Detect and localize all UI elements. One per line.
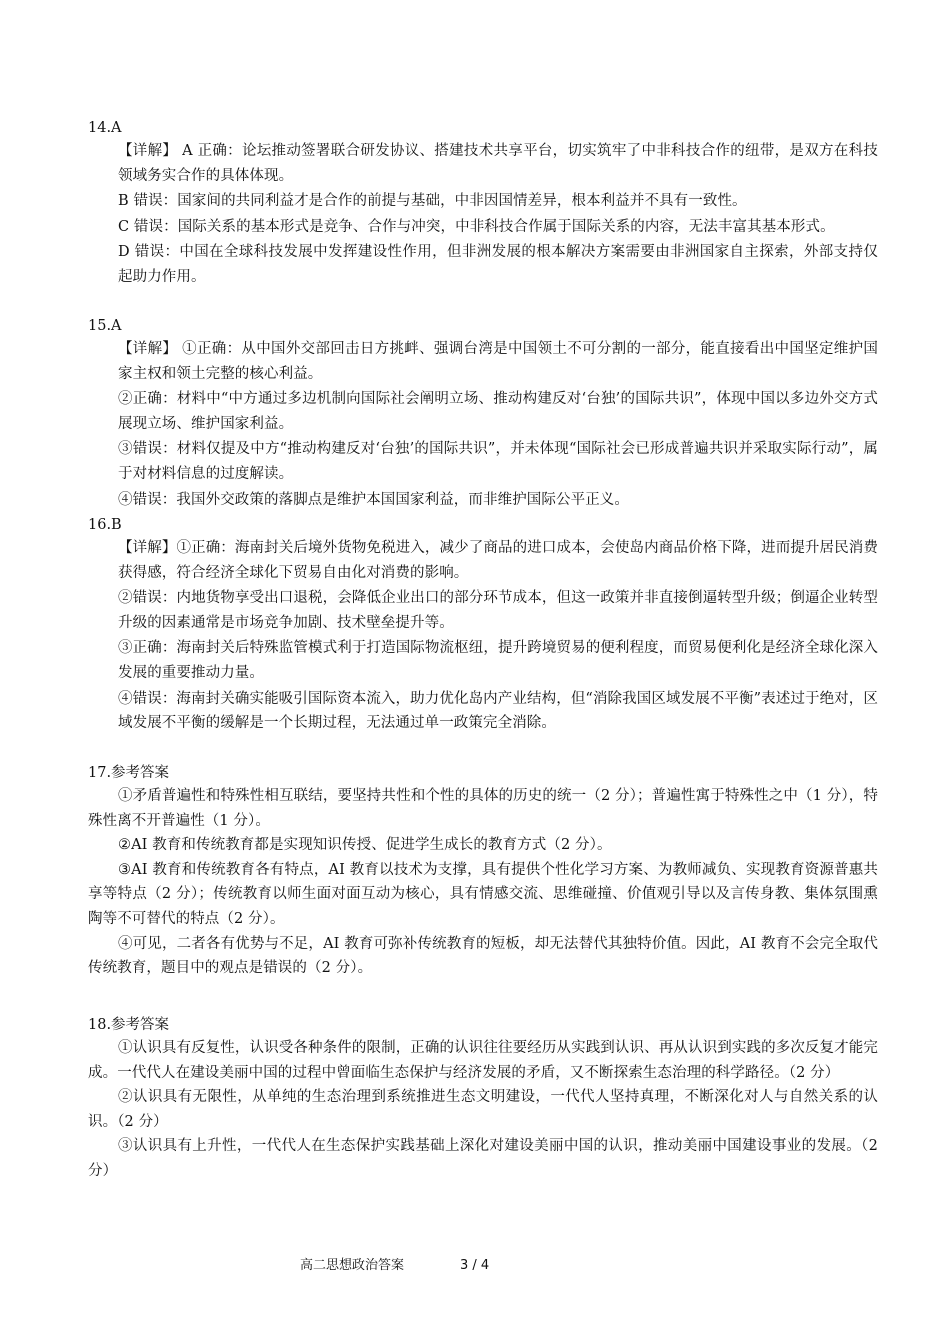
answer-line: ①矛盾普遍性和特殊性相互联结，要坚持共性和个性的具体的历史的统一（2 分）；普遍性寓于特殊性之中（1 分），特殊性离不开普遍性（1 分）。 bbox=[88, 788, 878, 829]
explanation-line: 【详解】 A 正确：论坛推动签署联合研发协议、搭建技术共享平台，切实筑牢了中非科技合作的纽带，是双方在科技领域务实合作的具体体现。 bbox=[118, 143, 878, 184]
explanation-line: ②错误：内地货物享受出口退税，会降低企业出口的部分环节成本，但这一政策并非直接倒逼转型升级；倒逼企业转型升级的因素通常是市场竞争加剧、技术壁垒提升等。 bbox=[118, 590, 878, 631]
question-number: 15.A bbox=[88, 318, 122, 334]
question-number: 18.参考答案 bbox=[88, 1017, 170, 1033]
answer-line: ②认识具有无限性，从单纯的生态治理到系统推进生态文明建设，一代代人坚持真理，不断深化对人与自然关系的认识。（2 分） bbox=[88, 1089, 878, 1130]
page-number: 3 / 4 bbox=[460, 1258, 490, 1273]
explanation-line: 【详解】①正确：海南封关后境外货物免税进入，减少了商品的进口成本，会使岛内商品价格下降，进而提升居民消费获得感，符合经济全球化下贸易自由化对消费的影响。 bbox=[118, 540, 878, 581]
question-14 bbox=[88, 117, 878, 290]
question-number: 14.A bbox=[88, 120, 122, 136]
answer-line: ③认识具有上升性，一代代人在生态保护实践基础上深化对建设美丽中国的认识，推动美丽中国建设事业的发展。（2 分） bbox=[88, 1138, 878, 1179]
question-15 bbox=[88, 315, 878, 512]
explanation-line: ②正确：材料中“中方通过多边机制向国际社会阐明立场、推动构建反对‘台独’的国际共识”，体现中国以多边外交方式展现立场、维护国家利益。 bbox=[118, 391, 878, 432]
question-18 bbox=[88, 1014, 878, 1184]
explanation-line: ③正确：海南封关后特殊监管模式利于打造国际物流枢纽，提升跨境贸易的便利程度，而贸易便利化是经济全球化深入发展的重要推动力量。 bbox=[118, 640, 878, 681]
answer-line: ①认识具有反复性，认识受各种条件的限制，正确的认识往往要经历从实践到认识、再从认识到实践的多次反复才能完成。一代代人在建设美丽中国的过程中曾面临生态保护与经济发展的矛盾，又不断探索生态治理的科学路径。（2 分） bbox=[88, 1040, 878, 1081]
explanation-line: C 错误：国际关系的基本形式是竞争、合作与冲突，中非科技合作属于国际关系的内容，无法丰富其基本形式。 bbox=[118, 218, 835, 235]
question-number: 17.参考答案 bbox=[88, 765, 170, 781]
question-16 bbox=[88, 514, 878, 736]
explanation-line: ③错误：材料仅提及中方“推动构建反对‘台独’的国际共识”，并未体现“国际社会已形成普遍共识并采取实际行动”，属于对材料信息的过度解读。 bbox=[118, 441, 878, 482]
answer-line: ②AI 教育和传统教育都是实现知识传授、促进学生成长的教育方式（2 分）。 bbox=[118, 837, 612, 854]
answer-line: ④可见，二者各有优势与不足，AI 教育可弥补传统教育的短板，却无法替代其独特价值。因此，AI 教育不会完全取代传统教育，题目中的观点是错误的（2 分）。 bbox=[88, 935, 878, 977]
answer-line: ③AI 教育和传统教育各有特点，AI 教育以技术为支撑，具有提供个性化学习方案、为教师减负、实现教育资源普惠共享等特点（2 分）；传统教育以师生面对面互动为核心，具有情感交流、思维碰撞、价值观引导以及言传身教、集体氛围熏陶等不可替代的特点（2 分）。 bbox=[88, 861, 878, 927]
explanation-line: D 错误：中国在全球科技发展中发挥建设性作用，但非洲发展的根本解决方案需要由非洲国家自主探索，外部支持仅起助力作用。 bbox=[118, 244, 878, 285]
explanation-line: B 错误：国家间的共同利益才是合作的前提与基础，中非因国情差异，根本利益并不具有一致性。 bbox=[118, 193, 747, 210]
question-17 bbox=[88, 762, 878, 981]
footer-title: 高二思想政治答案 bbox=[300, 1258, 405, 1273]
explanation-line: ④错误：我国外交政策的落脚点是维护本国国家利益，而非维护国际公平正义。 bbox=[118, 491, 629, 508]
explanation-line: 【详解】 ①正确：从中国外交部回击日方挑衅、强调台湾是中国领土不可分割的一部分，能直接看出中国坚定维护国家主权和领土完整的核心利益。 bbox=[118, 341, 878, 382]
page-footer bbox=[0, 1256, 950, 1276]
explanation-line: ④错误：海南封关确实能吸引国际资本流入，助力优化岛内产业结构，但“消除我国区域发展不平衡”表述过于绝对，区域发展不平衡的缓解是一个长期过程，无法通过单一政策完全消除。 bbox=[118, 690, 878, 732]
question-number: 16.B bbox=[88, 517, 122, 533]
